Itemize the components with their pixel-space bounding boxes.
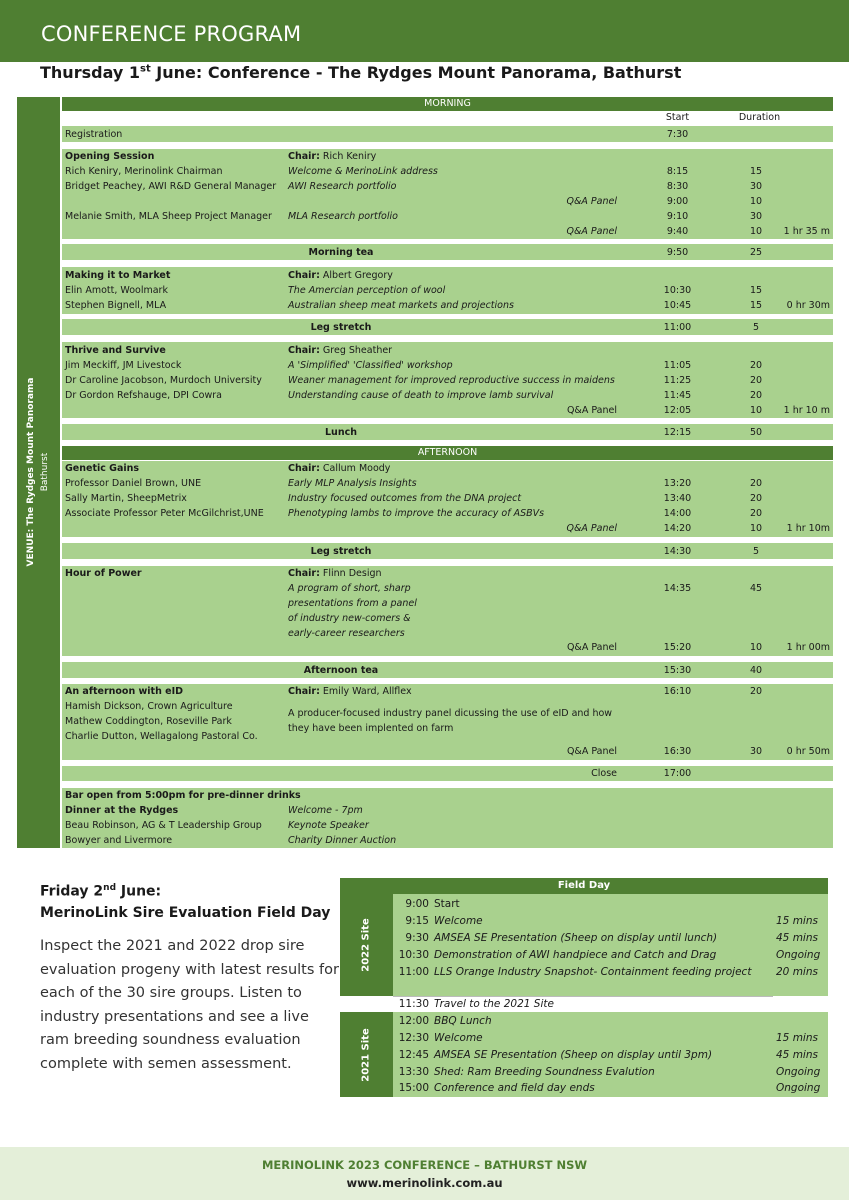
table-row: Q&A Panel 16:30 30 0 hr 50m	[566, 746, 830, 757]
list-item: 9:00 Start	[405, 898, 460, 910]
registration-row	[62, 126, 833, 142]
table-row: Q&A Panel 12:05 10 1 hr 10 m	[566, 405, 830, 416]
venue-line1: VENUE: The Rydges Mount Panorama	[26, 377, 36, 567]
friday-description: Inspect the 2021 and 2022 drop sire evaluation progeny with latest results for each of the 30 sire groups. Listen to industry presentations and see a live ram breeding soundness evaluation complete with semen assessment.	[40, 938, 339, 1072]
table-row: Rich Keniry, Merinolink Chairman Welcome & MerinoLink address 8:15 15	[65, 166, 763, 177]
venue-sidebar	[17, 97, 60, 848]
session-eid: An afternoon with eID Chair: Emily Ward, Allflex 16:10 20 Hamish Dickson, Crown Agriculture Mathew Coddington, Roseville Park Charlie Dutton, Wellagalong Pastoral Co. A producer-focused industry panel dicussing the use of eID and how they have been implented on farm Q&A Panel 16:30 30 0 hr 50m	[62, 684, 833, 760]
break-row-afternoon-tea: Afternoon tea 15:30 40	[62, 662, 833, 678]
session-title: Hour of Power	[65, 568, 142, 579]
registration-start: 7:30	[666, 129, 689, 140]
session-title: An afternoon with eID	[65, 686, 184, 697]
list-item: 15:00 Conference and field day ends Ongoing	[398, 1082, 821, 1094]
break-row-leg-stretch: Leg stretch 14:30 5	[62, 543, 833, 559]
table-row: Sally Martin, SheepMetrix Industry focused outcomes from the DNA project 13:40 20	[65, 493, 763, 504]
session-market	[62, 267, 833, 314]
table-row: Jim Meckiff, JM Livestock A 'Simplified' 'Classified' workshop 11:05 20	[65, 360, 763, 371]
table-row: Stephen Bignell, MLA Australian sheep meat markets and projections 10:45 15 0 hr 30m	[65, 300, 830, 311]
session-genetic	[62, 461, 833, 537]
site-2022-label: 2022 Site	[340, 894, 393, 996]
header-bar	[0, 0, 849, 62]
session-chair: Chair: Albert Gregory	[288, 270, 393, 281]
friday-subtitle: MerinoLink Sire Evaluation Field Day	[40, 904, 331, 921]
session-chair: Chair: Callum Moody	[288, 463, 391, 474]
session-chair: Chair: Emily Ward, Allflex	[288, 686, 412, 697]
duration-column-header: Duration	[738, 112, 781, 123]
conference-subtitle	[40, 63, 681, 82]
table-row: Melanie Smith, MLA Sheep Project Manager MLA Research portfolio 9:10 30	[65, 211, 763, 222]
list-item: 12:00 BBQ Lunch	[398, 1015, 492, 1027]
list-item: 12:30 Welcome 15 mins	[398, 1032, 818, 1044]
session-opening	[62, 149, 833, 239]
table-row: Q&A Panel 9:00 10	[566, 196, 763, 207]
table-row: Q&A Panel 9:40 10 1 hr 35 m	[566, 226, 830, 237]
table-row: Dr Gordon Refshauge, DPI Cowra Understanding cause of death to improve lamb survival 11:45 20	[65, 390, 763, 401]
section-header-morning: MORNING	[62, 97, 833, 111]
break-row-morning-tea: Morning tea 9:50 25	[62, 244, 833, 260]
venue-line2: Bathurst	[40, 452, 50, 492]
friday-heading: Friday 2nd June: MerinoLink Sire Evaluation Field Day	[40, 883, 331, 921]
subtitle-sup: st	[140, 63, 151, 75]
dinner-section: Bar open from 5:00pm for pre-dinner drinks Dinner at the Rydges Welcome - 7pm Beau Robinson, AG & T Leadership Group Keynote Speaker Bowyer and Livermore Charity Dinner Auction	[62, 788, 833, 848]
conference-program-table	[62, 97, 833, 848]
page-title: CONFERENCE PROGRAM	[41, 22, 302, 46]
list-item: 11:30 Travel to the 2021 Site	[398, 998, 554, 1010]
close-row: Close 17:00	[62, 766, 833, 781]
field-day-title: Field Day	[340, 878, 828, 894]
list-item: 13:30 Shed: Ram Breeding Soundness Evalution Ongoing	[398, 1066, 821, 1078]
venue-label	[24, 272, 52, 672]
session-hour-of-power: Hour of Power Chair: Flinn Design A program of short, sharp 14:35 45 presentations from a panel of industry new-comers & early-career researchers Q&A Panel 15:20 10 1 hr 00m	[62, 566, 833, 656]
break-row-leg-stretch: Leg stretch 11:00 5	[62, 319, 833, 335]
table-row: Dr Caroline Jacobson, Murdoch University Weaner management for improved reproductive success in maidens 11:25 20	[65, 375, 763, 386]
table-row: Q&A Panel 15:20 10 1 hr 00m	[566, 642, 830, 653]
table-row: Professor Daniel Brown, UNE Early MLP Analysis Insights 13:20 20	[65, 478, 763, 489]
footer	[0, 1147, 849, 1200]
session-title: Opening Session	[65, 151, 155, 162]
footer-title: MERINOLINK 2023 CONFERENCE – BATHURST NSW	[261, 1158, 588, 1172]
session-title: Making it to Market	[65, 270, 171, 281]
site-2021-label: 2021 Site	[340, 1012, 393, 1097]
table-row: Bridget Peachey, AWI R&D General Manager AWI Research portfolio 8:30 30	[65, 181, 763, 192]
table-row: Associate Professor Peter McGilchrist,UNE Phenotyping lambs to improve the accuracy of ASBVs 14:00 20	[65, 508, 763, 519]
subtitle-rest: June: Conference - The Rydges Mount Panorama, Bathurst	[150, 63, 682, 82]
session-chair: Chair: Flinn Design	[288, 568, 382, 579]
list-item: 10:30 Demonstration of AWI handpiece and Catch and Drag Ongoing	[398, 949, 821, 961]
session-title: Genetic Gains	[65, 463, 140, 474]
table-row: Beau Robinson, AG & T Leadership Group Keynote Speaker	[65, 820, 369, 831]
table-row: Q&A Panel 14:20 10 1 hr 10m	[566, 523, 830, 534]
start-column-header: Start	[665, 112, 690, 123]
session-chair: Chair: Rich Keniry	[288, 151, 377, 162]
session-chair: Chair: Greg Sheather	[288, 345, 393, 356]
session-title: Thrive and Survive	[65, 345, 166, 356]
section-header-afternoon: AFTERNOON	[62, 446, 833, 460]
subtitle-day: Thursday 1	[40, 63, 140, 82]
table-row: Bowyer and Livermore Charity Dinner Auction	[65, 835, 397, 846]
table-row: Elin Amott, Woolmark The Amercian perception of wool 10:30 15	[65, 285, 763, 296]
list-item: 12:45 AMSEA SE Presentation (Sheep on display until 3pm) 45 mins	[398, 1049, 818, 1061]
footer-website-link[interactable]: www.merinolink.com.au	[346, 1176, 503, 1190]
break-row-lunch: Lunch 12:15 50	[62, 424, 833, 440]
field-day-table	[340, 878, 828, 1097]
registration-label: Registration	[65, 129, 123, 140]
list-item: 9:30 AMSEA SE Presentation (Sheep on display until lunch) 45 mins	[405, 932, 818, 944]
list-item: 11:00 LLS Orange Industry Snapshot- Containment feeding project 20 mins	[398, 966, 818, 978]
column-header-row	[62, 111, 833, 125]
list-item: 9:15 Welcome 15 mins	[405, 915, 818, 927]
session-thrive	[62, 342, 833, 418]
